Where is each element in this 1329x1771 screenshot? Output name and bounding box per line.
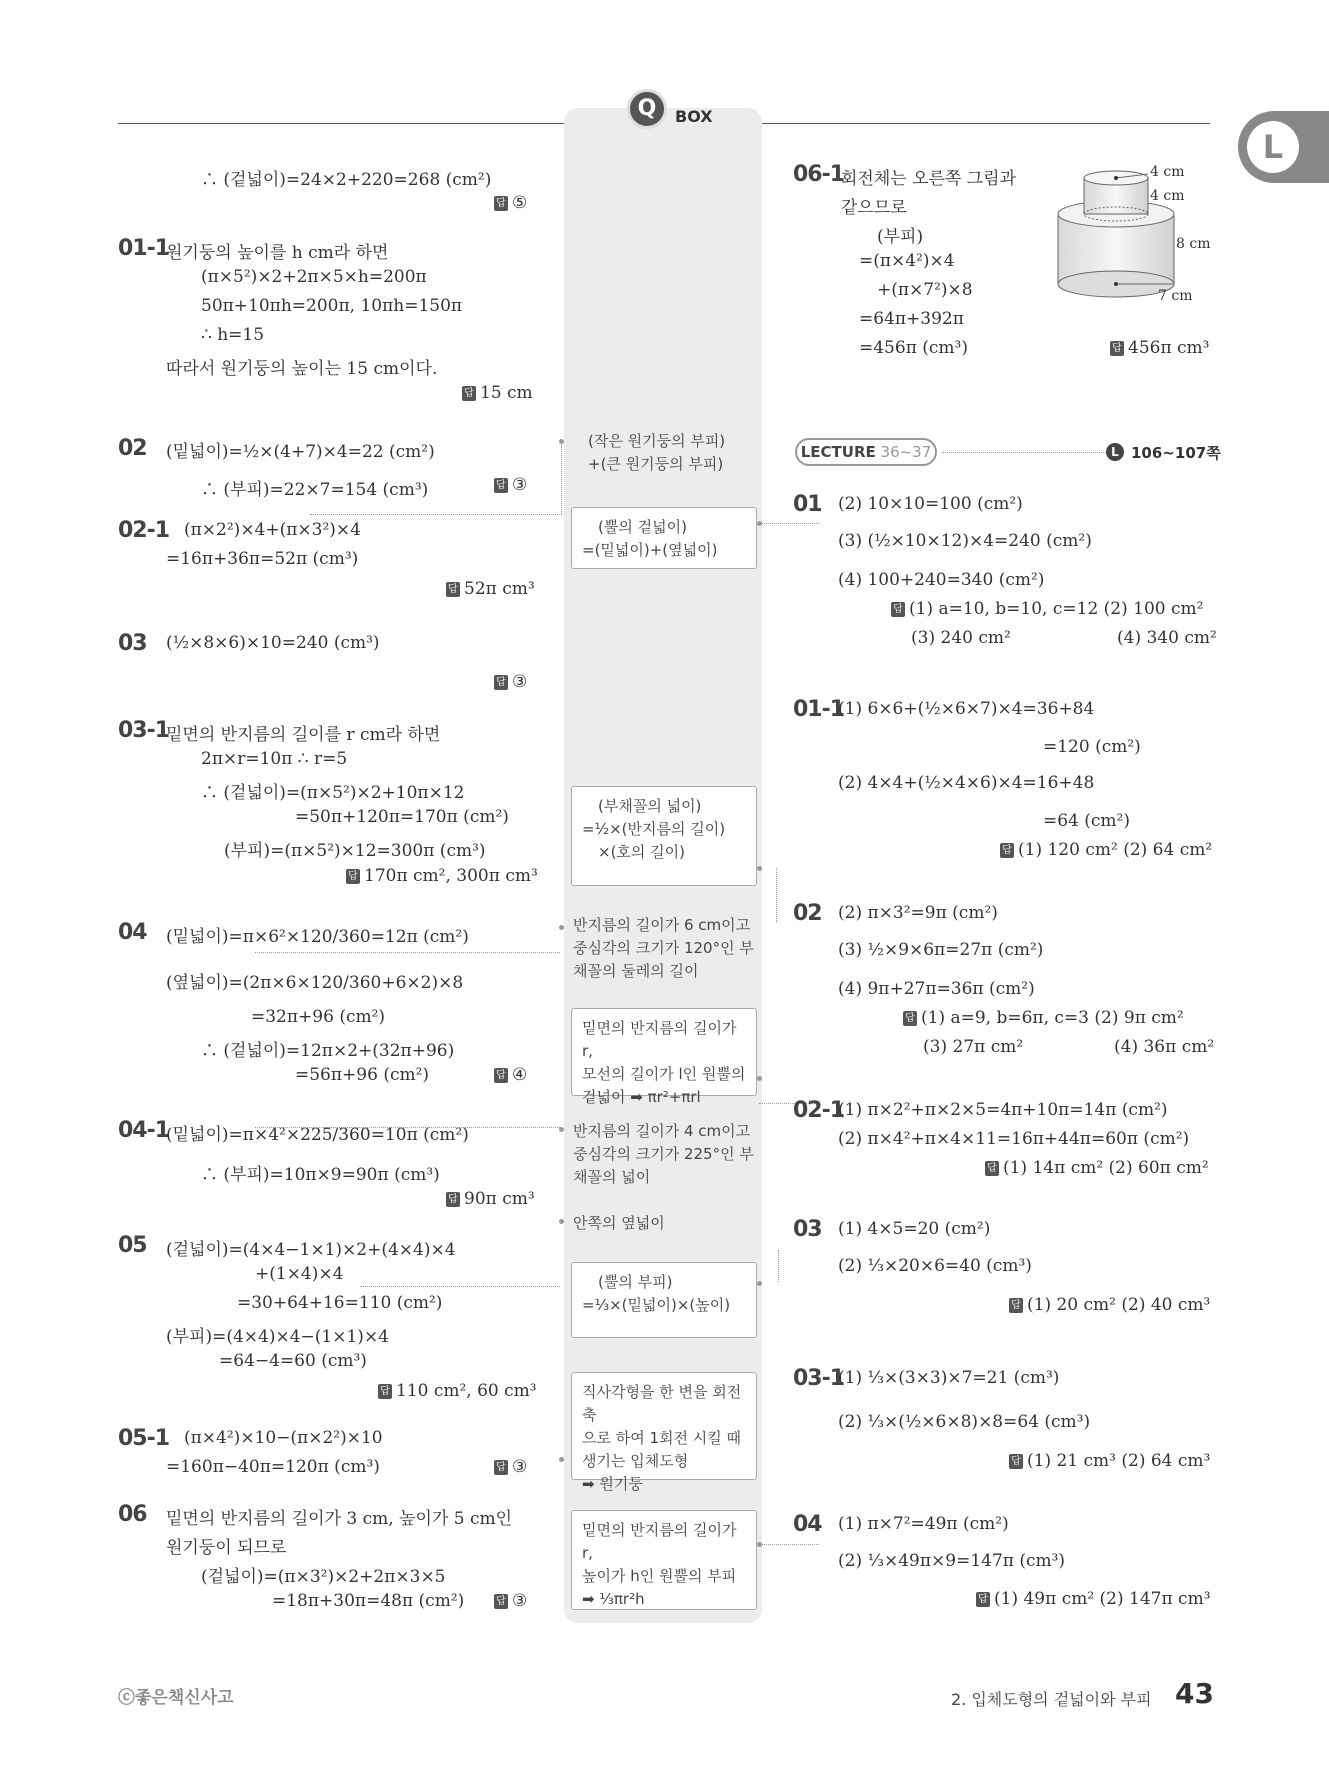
answer: 답 90π cm³ xyxy=(446,1189,535,1209)
line: 같으므로 xyxy=(841,198,907,218)
note-line: 높이가 h인 원뿔의 부피 xyxy=(582,1567,737,1585)
note-line: 채꼴의 넓이 xyxy=(573,1168,651,1186)
line: 밑면의 반지름의 길이가 3 cm, 높이가 5 cm인 xyxy=(166,1509,513,1529)
answer: 답 110 cm², 60 cm³ xyxy=(378,1381,537,1401)
note-line: ×(호의 길이) xyxy=(598,843,686,861)
note-line: 밑면의 반지름의 길이가 r, xyxy=(582,1019,737,1060)
lecture-l-icon: L xyxy=(1106,443,1124,461)
line: ∴ h=15 xyxy=(201,325,265,345)
problem-number: 02 xyxy=(118,436,147,461)
note-line: ➡ 원기둥 xyxy=(582,1475,643,1493)
line: =64π+392π xyxy=(859,309,964,329)
problem-number: 03-1 xyxy=(118,718,170,743)
line: +(π×7²)×8 xyxy=(877,280,973,300)
connector-line xyxy=(255,952,560,953)
answer-icon: 답 xyxy=(903,1011,917,1026)
answer-icon: 답 xyxy=(494,196,508,211)
line: (옆넓이)=(2π×6×120/360+6×2)×8 xyxy=(166,973,464,993)
lecture-pages: 106~107쪽 xyxy=(1131,444,1221,462)
qbox-note-6 xyxy=(573,1120,759,1189)
qbox-note-1 xyxy=(588,430,774,476)
connector-line xyxy=(360,1286,560,1287)
cylinder-figure xyxy=(1054,160,1214,300)
answer-icon: 답 xyxy=(1110,341,1124,356)
answer-part: (3) 27π cm² xyxy=(923,1037,1024,1057)
problem-number: 04 xyxy=(118,920,147,945)
connector-dot xyxy=(559,925,564,930)
line: (부피)=(π×5²)×12=300π (cm³) xyxy=(224,841,486,861)
answer-icon: 답 xyxy=(1009,1454,1023,1469)
line: 2π×r=10π ∴ r=5 xyxy=(201,749,348,769)
line: =16π+36π=52π (cm³) xyxy=(166,549,359,569)
line: (4) 9π+27π=36π (cm²) xyxy=(838,979,1035,999)
note-line: 중심각의 크기가 120°인 부 xyxy=(573,939,754,957)
figure-label: 4 cm xyxy=(1150,164,1185,180)
line: ∴ (부피)=10π×9=90π (cm³) xyxy=(201,1165,440,1185)
answer: 답 (1) a=9, b=6π, c=3 (2) 9π cm² xyxy=(903,1008,1184,1028)
note-line: (뿔의 부피) xyxy=(598,1273,673,1291)
answer: 답 ③ xyxy=(494,1457,527,1477)
connector-line xyxy=(310,514,562,515)
qbox-q-icon: Q xyxy=(627,89,667,129)
line: (밑넓이)=½×(4+7)×4=22 (cm²) xyxy=(166,442,435,462)
answer-icon: 답 xyxy=(446,1192,460,1207)
note-line: 반지름의 길이가 6 cm이고 xyxy=(573,916,751,934)
qbox-note-8 xyxy=(571,1262,757,1338)
answer-icon: 답 xyxy=(494,1068,508,1083)
note-line: 중심각의 크기가 225°인 부 xyxy=(573,1145,754,1163)
line: 50π+10πh=200π, 10πh=150π xyxy=(201,296,463,316)
answer-icon: 답 xyxy=(494,675,508,690)
line: =120 (cm²) xyxy=(1043,737,1141,757)
answer: 답 ③ xyxy=(494,672,527,692)
answer: 답 ④ xyxy=(494,1065,527,1085)
answer-part: (4) 340 cm² xyxy=(1117,628,1217,648)
answer-icon: 답 xyxy=(976,1592,990,1607)
answer: 답 ③ xyxy=(494,1591,527,1611)
qbox-note-2 xyxy=(571,507,757,569)
line: =(π×4²)×4 xyxy=(859,251,955,271)
note-line: 밑면의 반지름의 길이가 r, xyxy=(582,1521,737,1562)
problem-number: 03 xyxy=(793,1217,822,1242)
connector-line xyxy=(759,523,819,524)
problem-number: 06 xyxy=(118,1502,147,1527)
line: =456π (cm³) xyxy=(859,338,968,358)
note-line: +(큰 원기둥의 부피) xyxy=(588,455,724,473)
note-line: =⅓×(밑넓이)×(높이) xyxy=(582,1296,731,1314)
line: (겉넓이)=(π×3²)×2+2π×3×5 xyxy=(201,1567,446,1587)
line: (1) ⅓×(3×3)×7=21 (cm³) xyxy=(838,1368,1060,1388)
connector-line xyxy=(778,1250,779,1282)
note-line: 모선의 길이가 l인 원뿔의 xyxy=(582,1065,746,1083)
problem-number: 01 xyxy=(793,492,822,517)
section-tab-l-icon: L xyxy=(1247,121,1299,173)
note-line: =½×(반지름의 길이) xyxy=(582,820,726,838)
line: (2) 10×10=100 (cm²) xyxy=(838,494,1023,514)
note-line: (뿔의 겉넓이) xyxy=(598,518,687,536)
answer-icon: 답 xyxy=(1009,1298,1023,1313)
line: (π×4²)×10−(π×2²)×10 xyxy=(184,1428,383,1448)
qbox-label: BOX xyxy=(675,107,713,126)
problem-number: 01-1 xyxy=(793,697,845,722)
problem-number: 02-1 xyxy=(793,1098,845,1123)
problem-number: 01-1 xyxy=(118,236,170,261)
line: 원기둥의 높이를 h cm라 하면 xyxy=(166,243,389,263)
line: ∴ (겉넓이)=24×2+220=268 (cm²) xyxy=(201,170,492,190)
line: =56π+96 (cm²) xyxy=(295,1065,430,1085)
figure-label: 7 cm xyxy=(1158,288,1193,304)
answer: 답 15 cm xyxy=(462,383,533,403)
line: (밑넓이)=π×6²×120/360=12π (cm²) xyxy=(166,927,469,947)
line: (2) ⅓×20×6=40 (cm³) xyxy=(838,1256,1032,1276)
header-rule-right xyxy=(762,123,1210,124)
line: =50π+120π=170π (cm²) xyxy=(295,807,509,827)
note-line: 직사각형을 한 변을 회전축 xyxy=(582,1383,742,1424)
answer-icon: 답 xyxy=(985,1161,999,1176)
lecture-rule xyxy=(942,452,1108,453)
answer-icon: 답 xyxy=(346,869,360,884)
problem-number: 04 xyxy=(793,1512,822,1537)
line: (3) (½×10×12)×4=240 (cm²) xyxy=(838,531,1092,551)
line: =64−4=60 (cm³) xyxy=(219,1351,367,1371)
answer-icon: 답 xyxy=(1000,843,1014,858)
connector-dot xyxy=(559,1219,564,1224)
chapter-title: 2. 입체도형의 겉넓이와 부피 xyxy=(951,1690,1152,1709)
answer-icon: 답 xyxy=(494,1460,508,1475)
line: (2) ⅓×49π×9=147π (cm³) xyxy=(838,1551,1066,1571)
answer: 답 (1) 14π cm² (2) 60π cm² xyxy=(985,1158,1209,1178)
answer: 답 ③ xyxy=(494,475,527,495)
line: ∴ (겉넓이)=(π×5²)×2+10π×12 xyxy=(201,783,465,803)
line: (2) ⅓×(½×6×8)×8=64 (cm³) xyxy=(838,1412,1091,1432)
line: (1) 6×6+(½×6×7)×4=36+84 xyxy=(838,699,1095,719)
answer: 답 52π cm³ xyxy=(446,579,535,599)
problem-number: 04-1 xyxy=(118,1118,170,1143)
page-number: 43 xyxy=(1175,1677,1214,1710)
line: (3) ½×9×6π=27π (cm²) xyxy=(838,940,1044,960)
header-rule-left xyxy=(118,123,564,124)
problem-number: 03 xyxy=(118,631,147,656)
line: =160π−40π=120π (cm³) xyxy=(166,1457,380,1477)
answer-icon: 답 xyxy=(494,1594,508,1609)
answer-icon: 답 xyxy=(378,1384,392,1399)
note-line: 반지름의 길이가 4 cm이고 xyxy=(573,1122,751,1140)
answer-part: (3) 240 cm² xyxy=(911,628,1011,648)
answer: 답 (1) 20 cm² (2) 40 cm³ xyxy=(1009,1295,1210,1315)
connector-line xyxy=(776,868,777,923)
problem-number: 02 xyxy=(793,901,822,926)
answer: 답 (1) 21 cm³ (2) 64 cm³ xyxy=(1009,1451,1210,1471)
note-line: (부채꼴의 넓이) xyxy=(598,797,702,815)
connector-line xyxy=(561,442,562,514)
line: 원기둥이 되므로 xyxy=(166,1538,287,1558)
line: (π×2²)×4+(π×3²)×4 xyxy=(184,520,361,540)
note-line: =(밑넓이)+(옆넓이) xyxy=(582,541,718,559)
qbox-note-3 xyxy=(571,786,757,886)
answer: 답 ⑤ xyxy=(494,193,527,213)
line: (2) π×3²=9π (cm²) xyxy=(838,903,998,923)
publisher-logo: ⓒ좋은책신사고 xyxy=(118,1688,234,1708)
line: ∴ (겉넓이)=12π×2+(32π+96) xyxy=(201,1041,455,1061)
line: (½×8×6)×10=240 (cm³) xyxy=(166,633,380,653)
qbox-note-4 xyxy=(573,914,759,983)
line: 밑면의 반지름의 길이를 r cm라 하면 xyxy=(166,725,441,745)
answer-icon: 답 xyxy=(494,478,508,493)
problem-number: 02-1 xyxy=(118,518,170,543)
line: (부피) xyxy=(877,227,924,247)
answer-icon: 답 xyxy=(446,582,460,597)
note-line: (작은 원기둥의 부피) xyxy=(588,432,726,450)
line: (겉넓이)=(4×4−1×1)×2+(4×4)×4 xyxy=(166,1240,456,1260)
problem-number: 05 xyxy=(118,1233,147,1258)
line: (2) 4×4+(½×4×6)×4=16+48 xyxy=(838,773,1095,793)
connector-dot xyxy=(757,866,762,871)
connector-dot xyxy=(757,1281,762,1286)
note-line: 겉넓이 ➡ πr²+πrl xyxy=(582,1088,701,1106)
lecture-badge: LECTURE 36~37 xyxy=(795,438,937,466)
note-line: 으로 하여 1회전 시킬 때 xyxy=(582,1429,742,1447)
answer: 답 456π cm³ xyxy=(1110,338,1209,358)
answer-part: (4) 36π cm² xyxy=(1114,1037,1215,1057)
line: (밑넓이)=π×4²×225/360=10π (cm²) xyxy=(166,1125,469,1145)
connector-dot xyxy=(757,1076,762,1081)
connector-line xyxy=(759,1544,819,1545)
note-line: ➡ ⅓πr²h xyxy=(582,1590,645,1608)
note-line: 생기는 입체도형 xyxy=(582,1452,689,1470)
problem-number: 03-1 xyxy=(793,1366,845,1391)
line: (π×5²)×2+2π×5×h=200π xyxy=(201,267,427,287)
answer: 답 170π cm², 300π cm³ xyxy=(346,866,538,886)
line: =18π+30π=48π (cm²) xyxy=(272,1591,465,1611)
problem-number: 06-1 xyxy=(793,162,845,187)
connector-dot xyxy=(559,1457,564,1462)
answer-icon: 답 xyxy=(891,602,905,617)
qbox-note-7 xyxy=(573,1212,759,1235)
line: (4) 100+240=340 (cm²) xyxy=(838,570,1045,590)
line: (부피)=(4×4)×4−(1×1)×4 xyxy=(166,1327,389,1347)
line: (1) π×7²=49π (cm²) xyxy=(838,1514,1009,1534)
qbox-note-9 xyxy=(571,1372,757,1493)
line: ∴ (부피)=22×7=154 (cm³) xyxy=(201,480,429,500)
line: (1) 4×5=20 (cm²) xyxy=(838,1219,991,1239)
answer-icon: 답 xyxy=(462,386,476,401)
connector-line xyxy=(255,1127,560,1128)
line: +(1×4)×4 xyxy=(255,1264,344,1284)
qbox-note-10 xyxy=(571,1510,757,1610)
line: =30+64+16=110 (cm²) xyxy=(237,1293,443,1313)
line: 따라서 원기둥의 높이는 15 cm이다. xyxy=(166,359,438,379)
line: =64 (cm²) xyxy=(1043,811,1131,831)
line: (1) π×2²+π×2×5=4π+10π=14π (cm²) xyxy=(838,1100,1168,1120)
answer: 답 (1) 49π cm² (2) 147π cm³ xyxy=(976,1589,1211,1609)
figure-label: 4 cm xyxy=(1150,188,1185,204)
figure-label: 8 cm xyxy=(1176,236,1211,252)
qbox-note-5 xyxy=(571,1008,757,1106)
line: 회전체는 오른쪽 그림과 xyxy=(841,169,1017,189)
answer: 답 (1) a=10, b=10, c=12 (2) 100 cm² xyxy=(891,599,1203,619)
problem-number: 05-1 xyxy=(118,1426,170,1451)
line: (2) π×4²+π×4×11=16π+44π=60π (cm²) xyxy=(838,1129,1190,1149)
answer: 답 (1) 120 cm² (2) 64 cm² xyxy=(1000,840,1212,860)
note-line: 채꼴의 둘레의 길이 xyxy=(573,962,699,980)
note-line: 안쪽의 옆넓이 xyxy=(573,1214,665,1232)
line: =32π+96 (cm²) xyxy=(251,1007,386,1027)
